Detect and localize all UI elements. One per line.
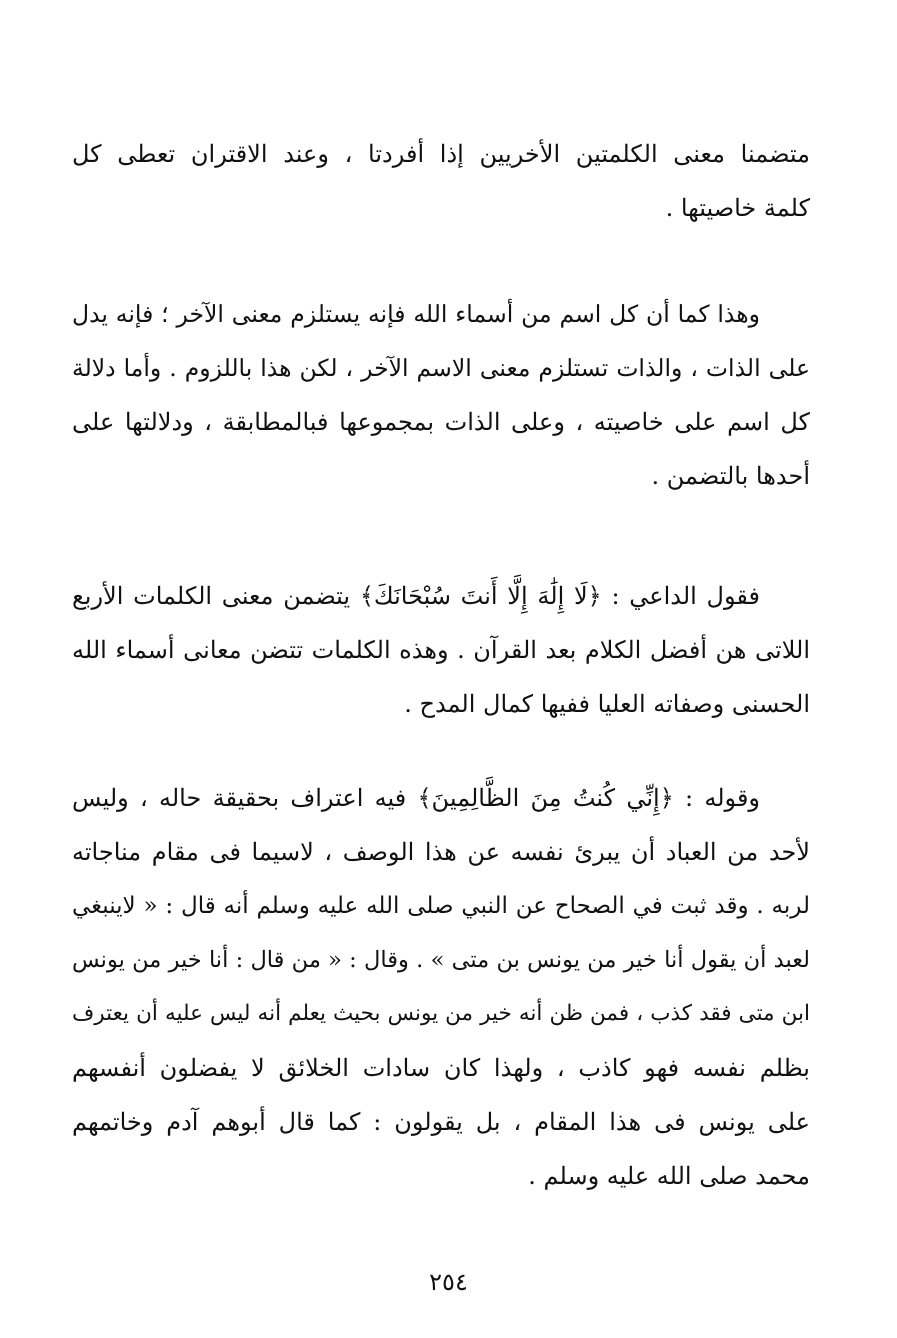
text-line: متضمنا معنى الكلمتين الأخريين إذا أفردتا ، وعند الاقتران تعطى كل: [72, 140, 810, 168]
paragraph-2: [72, 287, 810, 503]
paragraph-3: [72, 569, 810, 731]
text-line: لربه . وقد ثبت في الصحاح عن النبي صلى الله عليه وسلم أنه قال : « لاينبغي: [72, 893, 810, 919]
text-line: أحدها بالتضمن .: [651, 462, 810, 490]
paragraph-1: [72, 127, 810, 235]
text-line: على يونس فى هذا المقام ، بل يقولون : كما قال أبوهم آدم وخاتمهم: [72, 1108, 810, 1136]
paragraph-4: [72, 771, 810, 1203]
text-line: محمد صلى الله عليه وسلم .: [528, 1162, 810, 1190]
text-line: ابن متى فقد كذب ، فمن ظن أنه خير من يونس بحيث يعلم أنه ليس عليه أن يعترف: [72, 1001, 810, 1026]
text-line: الحسنى وصفاته العليا ففيها كمال المدح .: [404, 690, 810, 718]
text-line: على الذات ، والذات تستلزم معنى الاسم الآخر ، لكن هذا باللزوم . وأما دلالة: [72, 354, 810, 382]
text-line: بظلم نفسه فهو كاذب ، ولهذا كان سادات الخلائق لا يفضلون أنفسهم: [72, 1054, 810, 1082]
page-number: ٢٥٤: [429, 1268, 468, 1296]
text-line: لعبد أن يقول أنا خير من يونس بن متى » . وقال : « من قال : أنا خير من يونس: [72, 947, 810, 973]
text-line: كل اسم على خاصيته ، وعلى الذات بمجموعها فبالمطابقة ، ودلالتها على: [72, 408, 810, 436]
text-line: اللاتى هن أفضل الكلام بعد القرآن . وهذه الكلمات تتضن معانى أسماء الله: [72, 636, 810, 664]
text-line: كلمة خاصيتها .: [665, 194, 810, 222]
text-line: وهذا كما أن كل اسم من أسماء الله فإنه يستلزم معنى الآخر ؛ فإنه يدل: [72, 300, 760, 328]
text-line: وقوله : ﴿إِنِّي كُنتُ مِنَ الظَّالِمِينَ﴾ فيه اعتراف بحقيقة حاله ، وليس: [72, 784, 760, 812]
text-line: فقول الداعي : ﴿لَا إِلَٰهَ إِلَّا أَنتَ سُبْحَانَكَ﴾ يتضمن معنى الكلمات الأربع: [72, 582, 760, 610]
text-line: لأحد من العباد أن يبرئ نفسه عن هذا الوصف ، لاسيما فى مقام مناجاته: [72, 838, 810, 866]
